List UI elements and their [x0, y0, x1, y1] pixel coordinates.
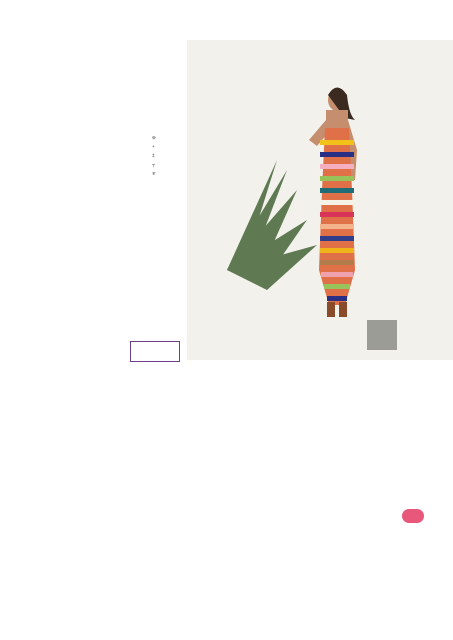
stitch-key-ch: ⊖ — [152, 135, 156, 140]
plant-pot — [367, 320, 397, 350]
intro-highlight-box — [130, 341, 180, 362]
model-photo-illustration — [187, 40, 453, 360]
stitch-key-htr: ┬ — [152, 162, 156, 167]
end-badge — [402, 509, 424, 523]
page-footer — [345, 620, 349, 626]
page-header-strip — [0, 0, 453, 40]
text-column-2 — [132, 432, 222, 438]
stitch-key-dc: + — [152, 144, 155, 149]
text-column-3 — [232, 348, 324, 353]
model-photo — [187, 40, 453, 360]
striped-dress — [319, 128, 355, 305]
text-column-4 — [330, 352, 428, 357]
stitch-key — [152, 133, 192, 178]
stitch-key-dtr: ∓ — [152, 171, 156, 176]
text-column-1 — [18, 432, 116, 437]
stitch-key-tr: ‡ — [152, 153, 155, 158]
